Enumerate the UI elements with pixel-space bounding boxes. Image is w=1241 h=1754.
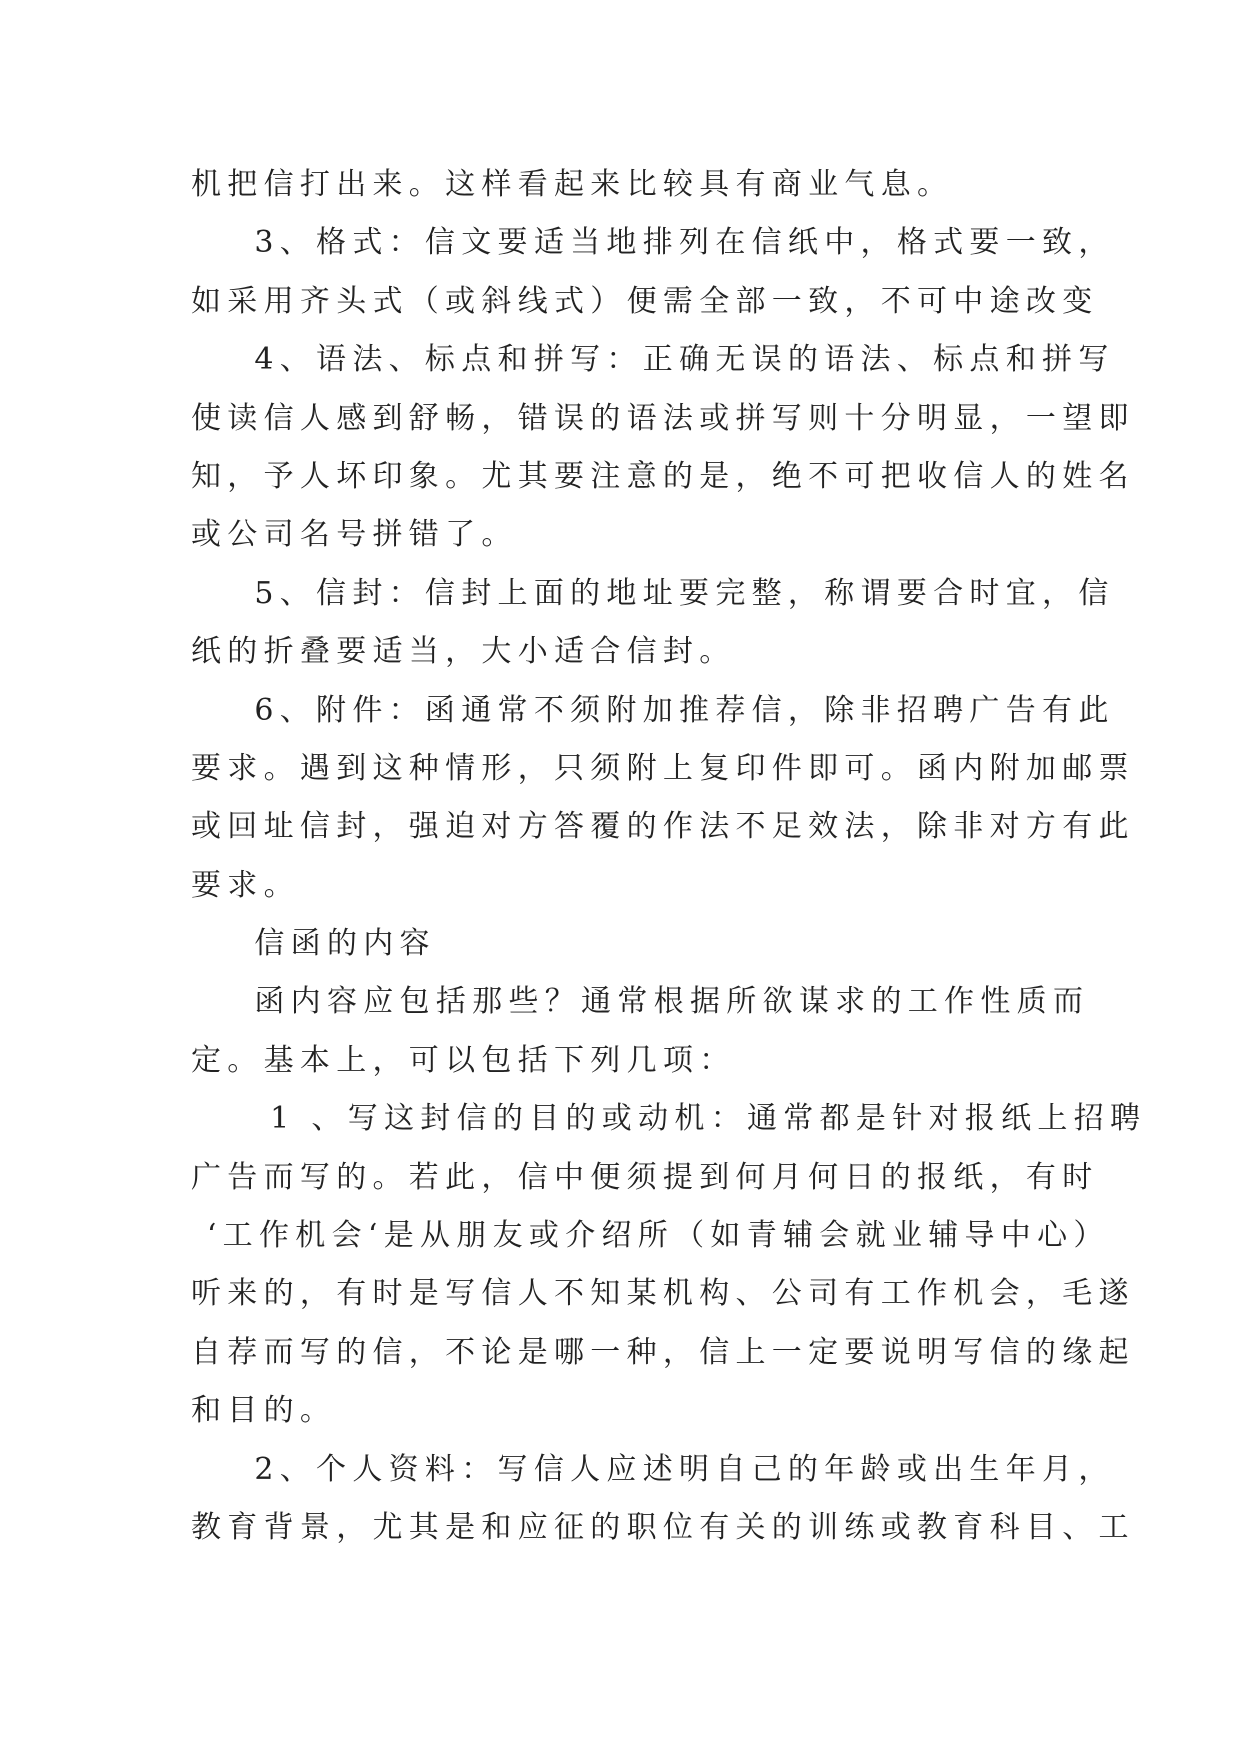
text-line: 4、语法、标点和拼写：正确无误的语法、标点和拼写	[191, 342, 1115, 378]
document-body	[191, 156, 1147, 1557]
text-line: 函内容应包括那些？通常根据所欲谋求的工作性质而	[191, 984, 1090, 1020]
text-line: 5、信封：信封上面的地址要完整，称谓要合时宜，信	[191, 575, 1115, 611]
text-line: 6、附件：函通常不须附加推荐信，除非招聘广告有此	[191, 692, 1115, 728]
text-line: 教育背景，尤其是和应征的职位有关的训练或教育科目、工	[191, 1509, 1135, 1545]
text-line: 要求。遇到这种情形，只须附上复印件即可。函内附加邮票	[191, 750, 1135, 786]
text-line: 自荐而写的信，不论是哪一种，信上一定要说明写信的缘起	[191, 1334, 1135, 1370]
text-line: 纸的折叠要适当，大小适合信封。	[191, 634, 736, 670]
text-line: ‘工作机会‘是从朋友或介绍所（如青辅会就业辅导中心）	[191, 1218, 1110, 1254]
text-line: 听来的，有时是写信人不知某机构、公司有工作机会，毛遂	[191, 1276, 1135, 1312]
text-line: 1 、写这封信的目的或动机：通常都是针对报纸上招聘	[191, 1101, 1147, 1137]
text-line: 或公司名号拼错了。	[191, 517, 518, 553]
text-line: 使读信人感到舒畅，错误的语法或拼写则十分明显，一望即	[191, 400, 1135, 436]
text-line: 机把信打出来。这样看起来比较具有商业气息。	[191, 167, 954, 202]
text-line: 或回址信封，强迫对方答覆的作法不足效法，除非对方有此	[191, 809, 1135, 845]
text-line: 如采用齐头式（或斜线式）便需全部一致，不可中途改变	[191, 283, 1099, 319]
text-line: 定。基本上，可以包括下列几项：	[191, 1042, 736, 1078]
text-line: 知，予人坏印象。尤其要注意的是，绝不可把收信人的姓名	[191, 458, 1135, 494]
text-line: 2、个人资料：写信人应述明自己的年龄或出生年月，	[191, 1451, 1115, 1487]
text-line: 要求。	[191, 867, 300, 903]
text-line: 3、格式：信文要适当地排列在信纸中，格式要一致，	[191, 225, 1115, 261]
text-line: 广告而写的。若此，信中便须提到何月何日的报纸，有时	[191, 1159, 1099, 1195]
section-heading: 信函的内容	[191, 926, 436, 962]
text-line: 和目的。	[191, 1393, 337, 1429]
